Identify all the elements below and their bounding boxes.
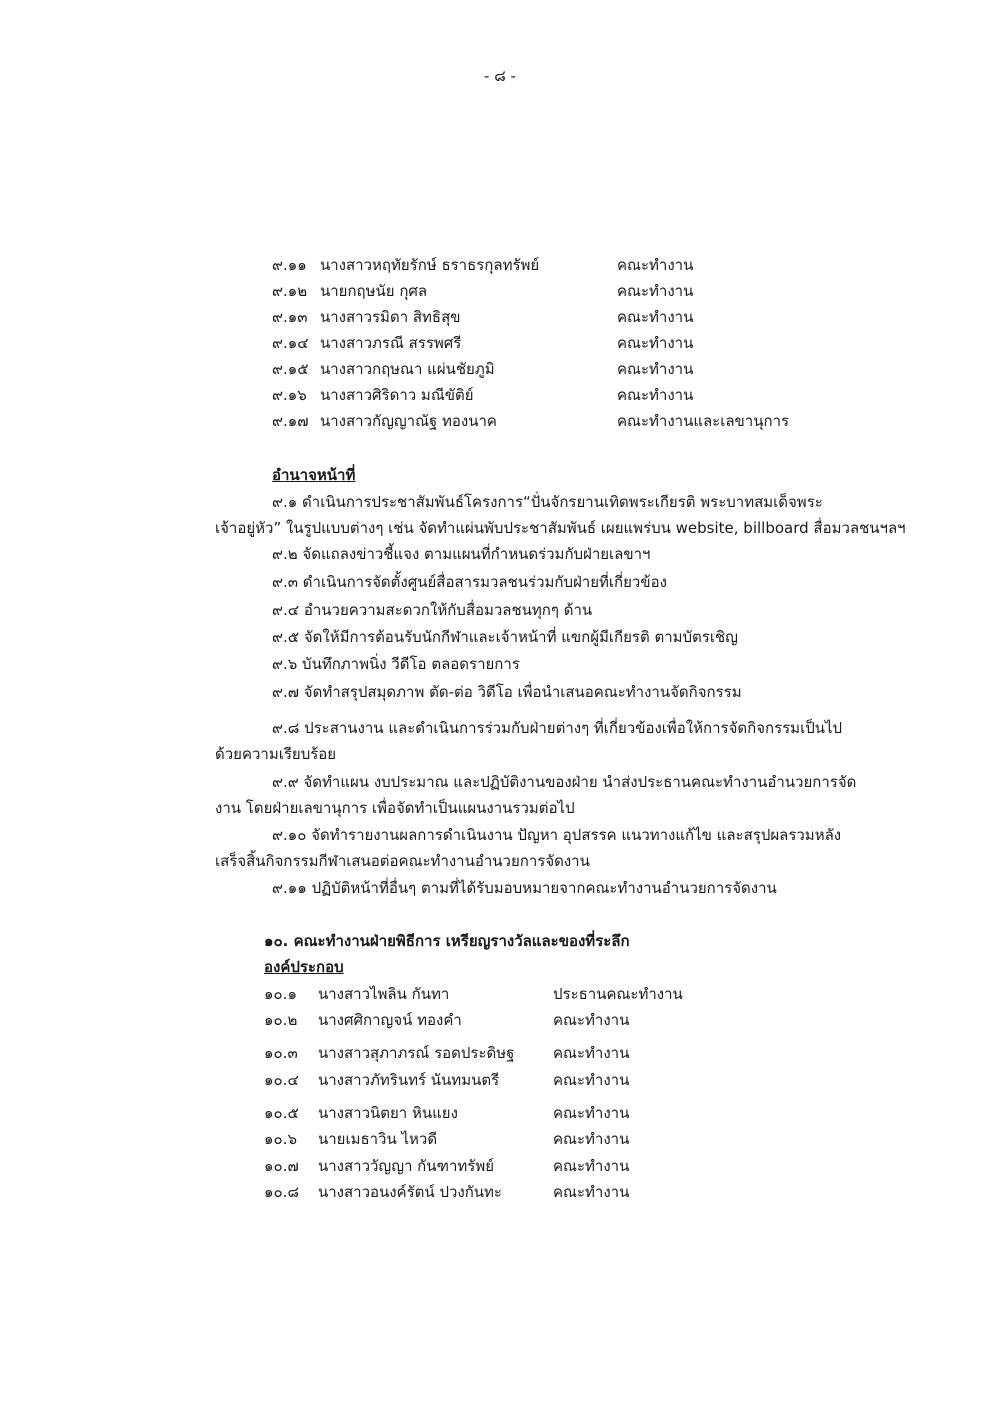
member-role: คณะทำงาน — [553, 1130, 630, 1148]
member-number: ๙.๑๖ — [272, 386, 307, 404]
member-name: นางสาวกัญญาณัฐ ทองนาค — [320, 412, 497, 430]
member-role: คณะทำงาน — [553, 1044, 630, 1062]
member-name: นางสาวภรณี สรรพศรี — [320, 334, 462, 352]
member-role: คณะทำงาน — [617, 256, 694, 274]
duty-line: ๙.๙ จัดทำแผน งบประมาณ และปฏิบัติงานของฝ่าย นำส่งประธานคณะทำงานอำนวยการจัด — [272, 773, 857, 791]
member-number: ๑๐.๑ — [264, 985, 297, 1003]
duty-line: ๙.๗ จัดทำสรุปสมุดภาพ ตัด-ต่อ วิดีโอ เพื่อนำเสนอคณะทำงานจัดกิจกรรม — [272, 683, 742, 701]
member-number: ๑๐.๒ — [264, 1011, 298, 1029]
member-number: ๙.๑๕ — [272, 360, 309, 378]
duties-heading: อำนาจหน้าที่ — [272, 466, 356, 484]
member-role: คณะทำงาน — [553, 1011, 630, 1029]
duty-line: ๙.๘ ประสานงาน และดำเนินการร่วมกับฝ่ายต่างๆ ที่เกี่ยวข้องเพื่อให้การจัดกิจกรรมเป็นไป — [272, 719, 843, 737]
member-number: ๙.๑๑ — [272, 256, 307, 274]
member-number: ๙.๑๗ — [272, 412, 309, 430]
duty-line: ๙.๒ จัดแถลงข่าวชี้แจง ตามแผนที่กำหนดร่วมกับฝ่ายเลขาฯ — [272, 545, 651, 563]
member-role: คณะทำงาน — [553, 1071, 630, 1089]
member-number: ๑๐.๖ — [264, 1130, 297, 1148]
member-role: คณะทำงาน — [617, 360, 694, 378]
page-number: - ๘ - — [484, 67, 516, 85]
member-name: นางสาวหฤทัยรักษ์ ธราธรกุลทรัพย์ — [320, 256, 540, 274]
member-name: นายเมธาวิน ไหวดี — [318, 1130, 438, 1148]
duty-line: ๙.๔ อำนวยความสะดวกให้กับสื่อมวลชนทุกๆ ด้าน — [272, 601, 593, 619]
duty-line: ๙.๓ ดำเนินการจัดตั้งศูนย์สื่อสารมวลชนร่วมกับฝ่ายที่เกี่ยวข้อง — [272, 573, 667, 591]
member-number: ๙.๑๔ — [272, 334, 309, 352]
member-name: นางสาววัญญา กันฑาทรัพย์ — [318, 1157, 495, 1175]
member-number: ๑๐.๔ — [264, 1071, 299, 1089]
member-number: ๑๐.๓ — [264, 1044, 298, 1062]
duty-line-continued: งาน โดยฝ่ายเลขานุการ เพื่อจัดทำเป็นแผนงานรวมต่อไป — [215, 799, 575, 817]
member-number: ๙.๑๒ — [272, 282, 308, 300]
member-role: คณะทำงาน — [553, 1104, 630, 1122]
member-role: คณะทำงาน — [617, 386, 694, 404]
member-name: นางสาวไพลิน กันทา — [318, 985, 450, 1003]
duty-line-continued: ด้วยความเรียบร้อย — [215, 745, 337, 763]
member-name: นางสาวสุภาภรณ์ รอดประดิษฐ — [318, 1044, 515, 1062]
member-role: คณะทำงานและเลขานุการ — [617, 412, 790, 430]
member-role: คณะทำงาน — [617, 308, 694, 326]
member-name: นางสาวภัทรินทร์ นันทมนตรี — [318, 1071, 500, 1089]
member-role: ประธานคณะทำงาน — [553, 985, 683, 1003]
duty-line: ๙.๖ บันทึกภาพนิ่ง วีดีโอ ตลอดรายการ — [272, 655, 520, 673]
section-10-title: ๑๐. คณะทำงานฝ่ายพิธีการ เหรียญรางวัลและของที่ระลึก — [264, 932, 630, 950]
member-name: นางสาวรมิดา สิทธิสุข — [320, 308, 461, 326]
member-role: คณะทำงาน — [617, 282, 694, 300]
member-number: ๑๐.๘ — [264, 1183, 300, 1201]
member-name: นางสาวอนงค์รัตน์ ปวงกันทะ — [318, 1183, 502, 1201]
member-name: นางสาวศิริดาว มณีขัติย์ — [320, 386, 474, 404]
composition-heading: องค์ประกอบ — [264, 958, 344, 976]
member-name: นายกฤษนัย กุศล — [320, 282, 428, 300]
member-role: คณะทำงาน — [617, 334, 694, 352]
member-role: คณะทำงาน — [553, 1157, 630, 1175]
member-name: นางสาวนิตยา หินแยง — [318, 1104, 458, 1122]
duty-line: ๙.๑๐ จัดทำรายงานผลการดำเนินงาน ปัญหา อุปสรรค แนวทางแก้ไข และสรุปผลรวมหลัง — [272, 826, 842, 844]
member-number: ๑๐.๗ — [264, 1157, 299, 1175]
member-role: คณะทำงาน — [553, 1183, 630, 1201]
member-number: ๙.๑๓ — [272, 308, 308, 326]
duty-line: ๙.๑๑ ปฏิบัติหน้าที่อื่นๆ ตามที่ได้รับมอบหมายจากคณะทำงานอำนวยการจัดงาน — [272, 879, 777, 897]
duty-line-continued: เจ้าอยู่หัว” ในรูปแบบต่างๆ เช่น จัดทำแผ่นพับประชาสัมพันธ์ เผยแพร่บน website, billboard สื่อมวลชนฯลฯ — [215, 519, 906, 537]
member-name: นางสาวกฤษณา แผ่นชัยภูมิ — [320, 360, 495, 378]
duty-line: ๙.๕ จัดให้มีการต้อนรับนักกีฬาและเจ้าหน้าที่ แขกผู้มีเกียรติ ตามบัตรเชิญ — [272, 628, 738, 646]
member-name: นางศศิกาญจน์ ทองคำ — [318, 1011, 462, 1029]
duty-line-continued: เสร็จสิ้นกิจกรรมกีฬาเสนอต่อคณะทำงานอำนวยการจัดงาน — [215, 852, 590, 870]
duty-line: ๙.๑ ดำเนินการประชาสัมพันธ์โครงการ“ปั่นจักรยานเทิดพระเกียรติ พระบาทสมเด็จพระ — [272, 493, 823, 511]
member-number: ๑๐.๕ — [264, 1104, 299, 1122]
